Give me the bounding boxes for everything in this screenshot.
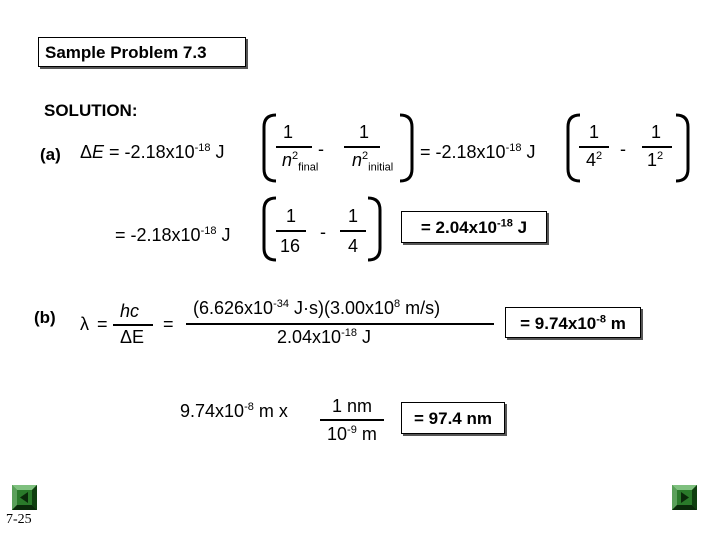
right-paren-3 xyxy=(366,196,382,262)
lhs-unit: J xyxy=(210,142,225,162)
b-num-1: (6.626x10 xyxy=(193,298,274,318)
initial-sub: initial xyxy=(368,161,394,174)
frac3-bar xyxy=(579,146,609,148)
frac4-num: 1 xyxy=(651,122,662,142)
answer-b-box xyxy=(505,307,641,338)
frac6-den: 4 xyxy=(348,236,359,256)
left-paren-2 xyxy=(566,113,582,183)
left-paren-1 xyxy=(262,113,278,183)
conv-left-value: 9.74x10 xyxy=(180,401,245,421)
frac1-num: 1 xyxy=(283,122,294,142)
delta-e-denominator xyxy=(120,327,144,348)
delta-symbol: Δ xyxy=(80,142,93,162)
b-num-exp-2: 8 xyxy=(394,298,401,310)
delta-e: ΔE xyxy=(120,327,145,347)
n-squared: 2 xyxy=(362,150,369,162)
n-squared: 2 xyxy=(292,150,299,162)
lhs-value: = -2.18x10 xyxy=(104,142,195,162)
answer-a-unit: J xyxy=(512,218,528,237)
b-num-3: m/s) xyxy=(400,298,441,318)
b-den-exp: -18 xyxy=(341,327,357,339)
frac4-den xyxy=(647,150,663,171)
lambda-symbol: λ xyxy=(80,314,89,334)
lambda-eq: = xyxy=(97,314,108,334)
answer-b-value: = 9.74x10 xyxy=(520,314,597,333)
next-slide-icon[interactable] xyxy=(672,485,697,510)
b-numerator xyxy=(193,298,440,319)
part-b-label: (b) xyxy=(34,308,56,327)
right-paren-1 xyxy=(398,113,414,183)
frac5-den: 16 xyxy=(280,236,301,256)
second-eq: = xyxy=(163,314,174,334)
slide-title: Sample Problem 7.3 xyxy=(38,37,246,67)
minus-2: - xyxy=(620,139,626,159)
answer-a-exponent: -18 xyxy=(497,217,513,230)
conv-left-exp: -8 xyxy=(244,401,254,413)
energy-equation-lhs xyxy=(80,142,225,163)
conv-den-exp: -9 xyxy=(347,424,357,436)
hc-bar xyxy=(113,324,153,326)
four: 4 xyxy=(586,150,597,170)
frac6-bar xyxy=(340,230,366,232)
n-var: n xyxy=(282,150,293,170)
final-sub: final xyxy=(298,161,319,174)
conversion-bar xyxy=(320,419,384,421)
final-answer-box: = 97.4 nm xyxy=(401,402,505,434)
energy-var: E xyxy=(92,142,105,162)
conv-den-value: 10 xyxy=(327,424,348,444)
b-num-exp-1: -34 xyxy=(273,298,289,310)
line2-exponent: -18 xyxy=(200,225,217,237)
answer-b-unit: m xyxy=(606,314,626,333)
eq-mid-value: = -2.18x10 xyxy=(420,142,506,162)
frac4-bar xyxy=(642,146,672,148)
four-squared: 2 xyxy=(596,150,603,162)
minus-3: - xyxy=(320,222,326,242)
b-num-2: J·s)(3.00x10 xyxy=(288,298,395,318)
n-var: n xyxy=(352,150,363,170)
one-squared: 2 xyxy=(657,150,664,162)
frac5-bar xyxy=(276,230,306,232)
frac3-num: 1 xyxy=(589,122,600,142)
b-den-unit: J xyxy=(356,327,371,347)
line2-unit: J xyxy=(216,225,231,245)
conversion-left xyxy=(180,401,288,422)
one: 1 xyxy=(647,150,658,170)
answer-a-value: = 2.04x10 xyxy=(420,218,497,237)
answer-b-exponent: -8 xyxy=(596,313,607,326)
minus-1: - xyxy=(318,139,324,159)
frac2-den xyxy=(352,150,394,174)
page-number: 7-25 xyxy=(6,512,32,527)
prev-slide-icon[interactable] xyxy=(12,485,37,510)
eq-mid xyxy=(420,142,535,163)
frac1-bar xyxy=(276,146,312,148)
line2-prefix xyxy=(115,225,230,246)
left-paren-3 xyxy=(262,196,278,262)
frac2-bar xyxy=(344,146,380,148)
frac2-num: 1 xyxy=(359,122,370,142)
frac3-den xyxy=(586,150,602,171)
part-a-label: (a) xyxy=(40,145,61,164)
eq-mid-unit: J xyxy=(521,142,536,162)
conversion-denominator xyxy=(327,424,377,445)
conversion-numerator: 1 nm xyxy=(332,396,373,416)
frac1-den xyxy=(282,150,319,174)
hc-numerator: hc xyxy=(120,301,140,321)
right-paren-2 xyxy=(674,113,690,183)
answer-a-box xyxy=(401,211,547,243)
conv-den-unit: m xyxy=(356,424,377,444)
conv-left-unit: m x xyxy=(253,401,288,421)
line2-value: = -2.18x10 xyxy=(115,225,201,245)
eq-mid-exponent: -18 xyxy=(505,142,522,154)
b-fraction-bar xyxy=(186,323,494,325)
b-denominator xyxy=(277,327,371,348)
lhs-exponent: -18 xyxy=(194,142,211,154)
frac6-num: 1 xyxy=(348,206,359,226)
b-den-value: 2.04x10 xyxy=(277,327,342,347)
frac5-num: 1 xyxy=(286,206,297,226)
solution-label: SOLUTION: xyxy=(44,101,138,120)
